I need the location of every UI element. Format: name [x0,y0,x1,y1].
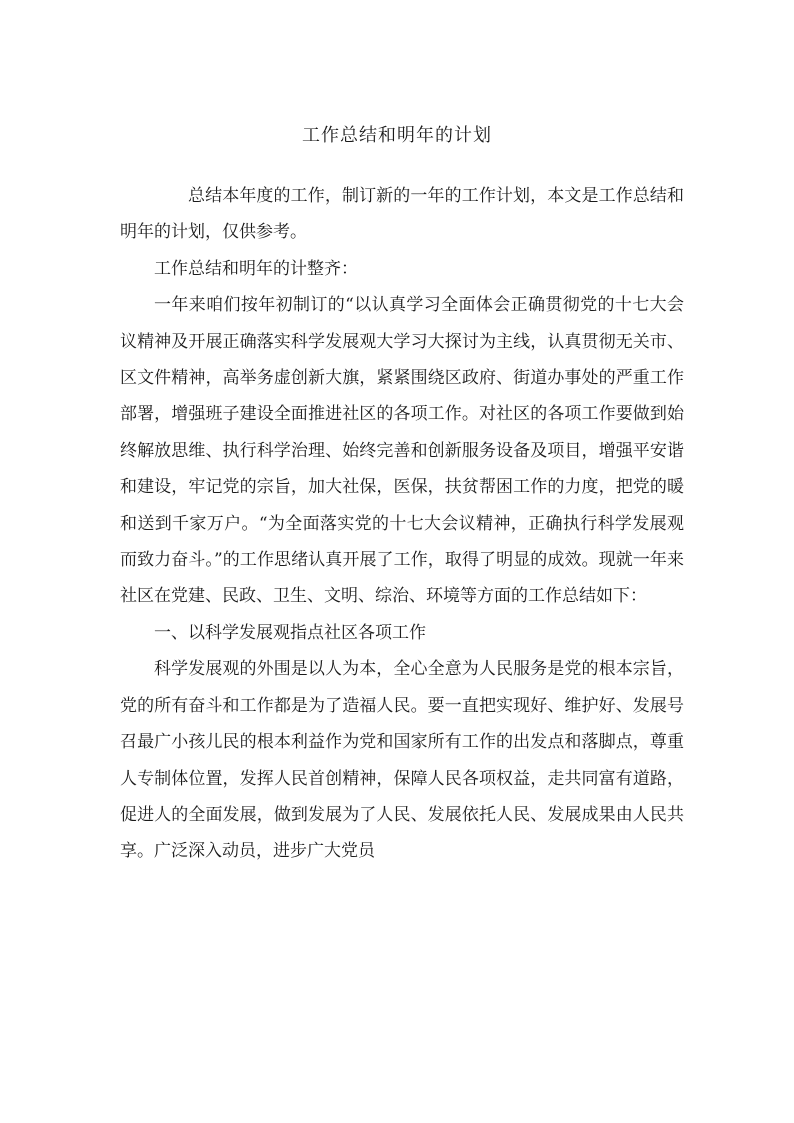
section-heading: 一、以科学发展观指点社区各项工作 [154,622,426,643]
document-title: 工作总结和明年的计划 [302,125,492,146]
body-paragraph: 科学发展观的外围是以人为本，全心全意为人民服务是党的根本宗旨，党的所有奋斗和工作都是为了造福人民。要一直把实现好、维护好、发展号召最广小孩儿民的根本利益作为党和国家所有工作的出发点和落脚点，尊重人专制体位置，发挥人民首创精神，保障人民各项权益，走共同富有道路，促进人的全面发展，做到发展为了人民、发展依托人民、发展成果由人民共享。广泛深入动员，进步广大党员 [120,659,684,862]
body-paragraph: 一年来咱们按年初制订的“以认真学习全面体会正确贯彻党的十七大会议精神及开展正确落实科学发展观大学习大探讨为主线，认真贯彻无关市、区文件精神，高举务虚创新大旗，紧紧围绕区政府、街道办事处的严重工作部署，增强班子建设全面推进社区的各项工作。对社区的各项工作要做到始终解放思维、执行科学治理、始终完善和创新服务设备及项目，增强平安谐和建设，牢记党的宗旨，加大社保，医保，扶贫帮困工作的力度，把党的暖和送到千家万户。“为全面落实党的十七大会议精神，正确执行科学发展观而致力奋斗。”的工作思绪认真开展了工作，取得了明显的成效。现就一年来社区在党建、民政、卫生、文明、综治、环境等方面的工作总结如下： [120,295,684,607]
intro-paragraph: 总结本年度的工作，制订新的一年的工作计划，本文是工作总结和明年的计划，仅供参考。 [120,186,684,243]
document-body [120,178,684,870]
summary-heading: 工作总结和明年的计整齐： [154,258,358,279]
